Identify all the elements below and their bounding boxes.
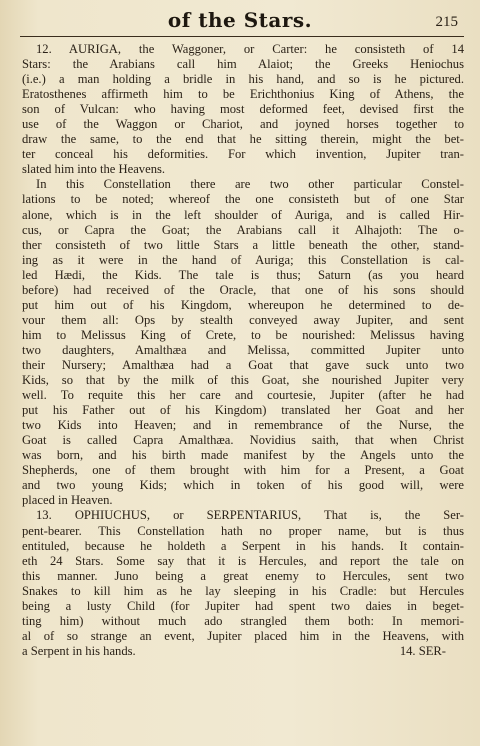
text-line: cus, or Capra the Goat; the Arabians call it Alhajoth: The o- bbox=[22, 222, 464, 237]
text-line: alone, which is in the left shoulder of Auriga, and is called Hir- bbox=[22, 207, 464, 222]
text-line: vour them all: Ops by stealth conveyed away Jupiter, and sent bbox=[22, 312, 464, 327]
text-line: lations to be noted; whereof the one consisteth but of one Star bbox=[22, 192, 464, 207]
text-line: put him out of his Kingdom, whereupon he determined to de- bbox=[22, 297, 464, 312]
text-line: their Nursery; Amalthæa had a Goat that gave suck unto two bbox=[22, 357, 464, 372]
text-line: (i.e.) a man holding a bridle in his hand, and so is he pictured. bbox=[22, 72, 464, 87]
body-text bbox=[22, 42, 464, 718]
catchword: 14. SER- bbox=[399, 643, 446, 658]
text-line: ting him) without much ado strangled them both: In memori- bbox=[22, 613, 464, 628]
text-line: slated him into the Heavens. bbox=[22, 162, 166, 177]
text-line: ing as it were in the hand of Auriga; this Constellation is cal- bbox=[22, 252, 464, 267]
text-line: him to Melissus King of Crete, to be nourished: Melissus having bbox=[22, 327, 464, 342]
page-number: 215 bbox=[435, 14, 458, 30]
text-line: use of the Waggon or Chariot, and joyned horses together to bbox=[22, 117, 464, 132]
text-line: Stars: the Arabians call him Alaiot; the Greeks Heniochus bbox=[22, 57, 464, 72]
text-line: two daughters, Amalthæa and Melissa, committed Jupiter unto bbox=[22, 342, 464, 357]
text-line: Shepherds, one of them brought with him for a Present, a Goat bbox=[22, 463, 464, 478]
header-rule bbox=[20, 36, 464, 37]
running-head: of the Stars. bbox=[167, 8, 313, 32]
text-line: two Kids into Heaven; and in remembrance of the Nurse, the bbox=[22, 418, 464, 433]
text-line: son of Vulcan: who having most deformed feet, devised first the bbox=[22, 102, 464, 117]
text-line: al of so strange an event, Jupiter placed him in the Heavens, with bbox=[22, 628, 464, 643]
page-header bbox=[0, 0, 480, 40]
text-line: being a lusty Child (for Jupiter had spent two daies in beget- bbox=[22, 598, 464, 613]
text-line: this manner. Juno being a great enemy to Hercules, sent two bbox=[22, 568, 464, 583]
text-line: In this Constellation there are two other particular Constel- bbox=[36, 177, 464, 192]
text-line: Eratosthenes affirmeth him to be Erichthonius King of Athens, the bbox=[22, 87, 464, 102]
text-line: ter conceal his deformities. For which invention, Jupiter tran- bbox=[22, 147, 464, 162]
text-line: Goat is called Capra Amalthæa. Novidius saith, that when Christ bbox=[22, 433, 464, 448]
text-line: put his Father out of his Kingdom) translated her Goat and her bbox=[22, 403, 464, 418]
text-line: Kids, so that by the milk of this Goat, she nourished Jupiter very bbox=[22, 373, 464, 388]
text-line: and two young Kids; which in token of his good will, were bbox=[22, 478, 464, 493]
text-line: Snakes to kill him as he lay sleeping in his Cradle: but Hercules bbox=[22, 583, 464, 598]
text-line: before) had received of the Oracle, that one of his sons should bbox=[22, 282, 464, 297]
text-line: placed in Heaven. bbox=[22, 493, 113, 508]
text-line: a Serpent in his hands. bbox=[22, 643, 136, 658]
text-line: draw the same, to the end that he sitting therein, might the bet- bbox=[22, 132, 464, 147]
text-line: 13. OPHIUCHUS, or SERPENTARIUS, That is, the Ser- bbox=[36, 508, 464, 523]
text-line: was born, and his birth made manifest by the Angels unto the bbox=[22, 448, 464, 463]
text-line: eth 24 Stars. Some say that it is Hercules, and report the tale on bbox=[22, 553, 464, 568]
text-line: 12. AURIGA, the Waggoner, or Carter: he consisteth of 14 bbox=[36, 42, 464, 56]
text-line: pent-bearer. This Constellation hath no proper name, but is thus bbox=[22, 523, 464, 538]
text-line: led Hædi, the Kids. The tale is thus; Saturn (as you heard bbox=[22, 267, 464, 282]
text-line: entituled, because he holdeth a Serpent in his hands. It contain- bbox=[22, 538, 464, 553]
text-line: ther consisteth of two little Stars a little beneath the other, stand- bbox=[22, 237, 464, 252]
text-line: well. To requite this her care and courtesie, Jupiter (after he had bbox=[22, 388, 464, 403]
